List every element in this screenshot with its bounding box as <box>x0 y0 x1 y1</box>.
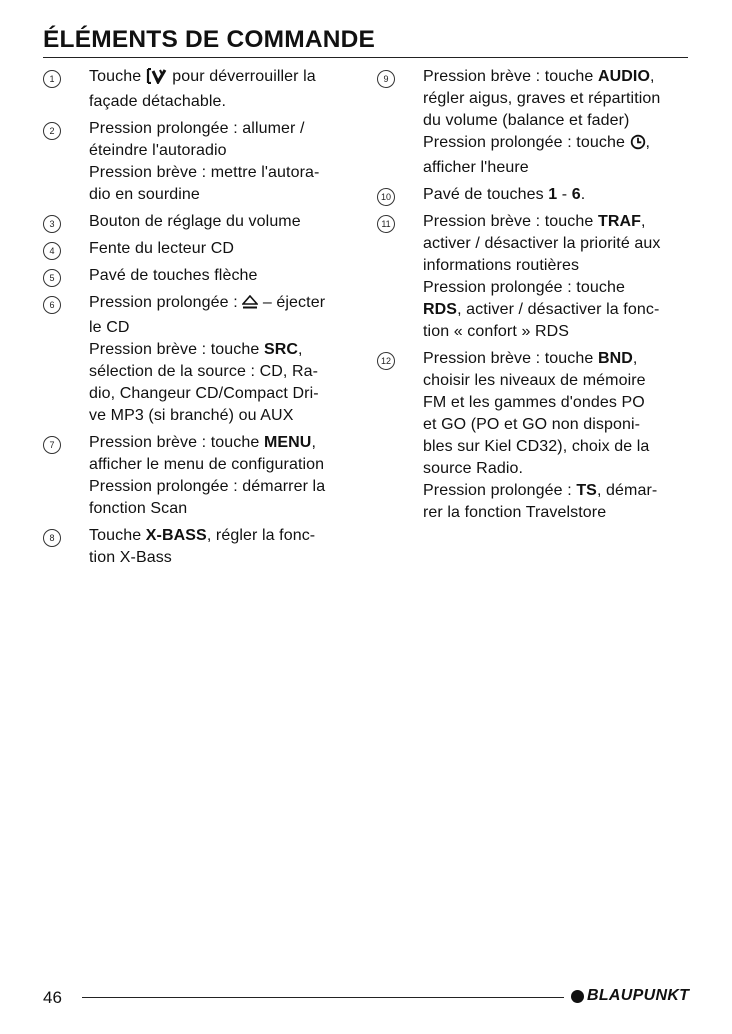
list-item <box>43 238 361 260</box>
list-item <box>43 432 361 520</box>
brand-dot-icon <box>571 990 584 1003</box>
list-item <box>43 525 361 569</box>
left-column <box>43 66 361 574</box>
item-number: 11 <box>377 215 395 233</box>
brand-name: BLAUPUNKT <box>587 987 690 1004</box>
list-item <box>377 66 692 179</box>
item-text: Bouton de réglage du volume <box>89 213 301 230</box>
list-item <box>43 66 361 113</box>
item-number: 8 <box>43 529 61 547</box>
item-text: Touche pour déverrouiller la façade détachable. <box>89 68 316 110</box>
item-text: Pression brève : touche MENU, afficher le menu de configuration Pression prolongée : démarrer la fonction Scan <box>89 434 326 517</box>
item-text: Pression prolongée : – éjecter le CD Pression brève : touche SRC, sélection de la source : CD, Ra- dio, Changeur CD/Compact Dri- ve MP3 (si branché) ou AUX <box>89 294 326 424</box>
eject-icon <box>242 295 258 317</box>
item-number: 12 <box>377 352 395 370</box>
item-text: Pression prolongée : allumer / éteindre l'autoradio Pression brève : mettre l'autora- dio en sourdine <box>89 120 320 203</box>
item-text: Pression brève : touche BND, choisir les niveaux de mémoire FM et les gammes d'ondes PO et GO (PO et GO non disponi- bles sur Kiel CD32), choix de la source Radio. Pression prolongée : TS, démar- rer la fonction Travelstore <box>423 350 658 521</box>
page-title: ÉLÉMENTS DE COMMANDE <box>43 26 376 53</box>
item-number: 10 <box>377 188 395 206</box>
title-rule <box>43 57 688 58</box>
item-text: Pavé de touches 1 - 6. <box>423 186 586 203</box>
list-item <box>43 211 361 233</box>
list-item <box>43 292 361 427</box>
list-item <box>377 184 692 206</box>
item-number: 3 <box>43 215 61 233</box>
item-number: 2 <box>43 122 61 140</box>
list-item <box>43 265 361 287</box>
item-text: Fente du lecteur CD <box>89 240 235 257</box>
release-panel-icon <box>146 68 168 91</box>
item-text: Pression brève : touche AUDIO, régler aigus, graves et répartition du volume (balance et fader) Pression prolongée : touche , afficher l'heure <box>423 68 661 176</box>
footer-rule <box>82 997 564 998</box>
item-number: 4 <box>43 242 61 260</box>
item-text: Touche X-BASS, régler la fonc- tion X-Bass <box>89 527 316 566</box>
list-item <box>377 348 692 524</box>
item-number: 1 <box>43 70 61 88</box>
brand-logo <box>571 987 689 1005</box>
item-number: 5 <box>43 269 61 287</box>
item-text: Pavé de touches flèche <box>89 267 258 284</box>
item-text: Pression brève : touche TRAF, activer / désactiver la priorité aux informations routières Pression prolongée : touche RDS, activer / désactiver la fonc- tion « confort » RDS <box>423 213 661 340</box>
clock-icon <box>630 134 646 157</box>
item-number: 7 <box>43 436 61 454</box>
page-number: 46 <box>43 988 62 1007</box>
right-column <box>377 66 692 529</box>
item-number: 6 <box>43 296 61 314</box>
item-number: 9 <box>377 70 395 88</box>
list-item <box>43 118 361 206</box>
list-item <box>377 211 692 343</box>
